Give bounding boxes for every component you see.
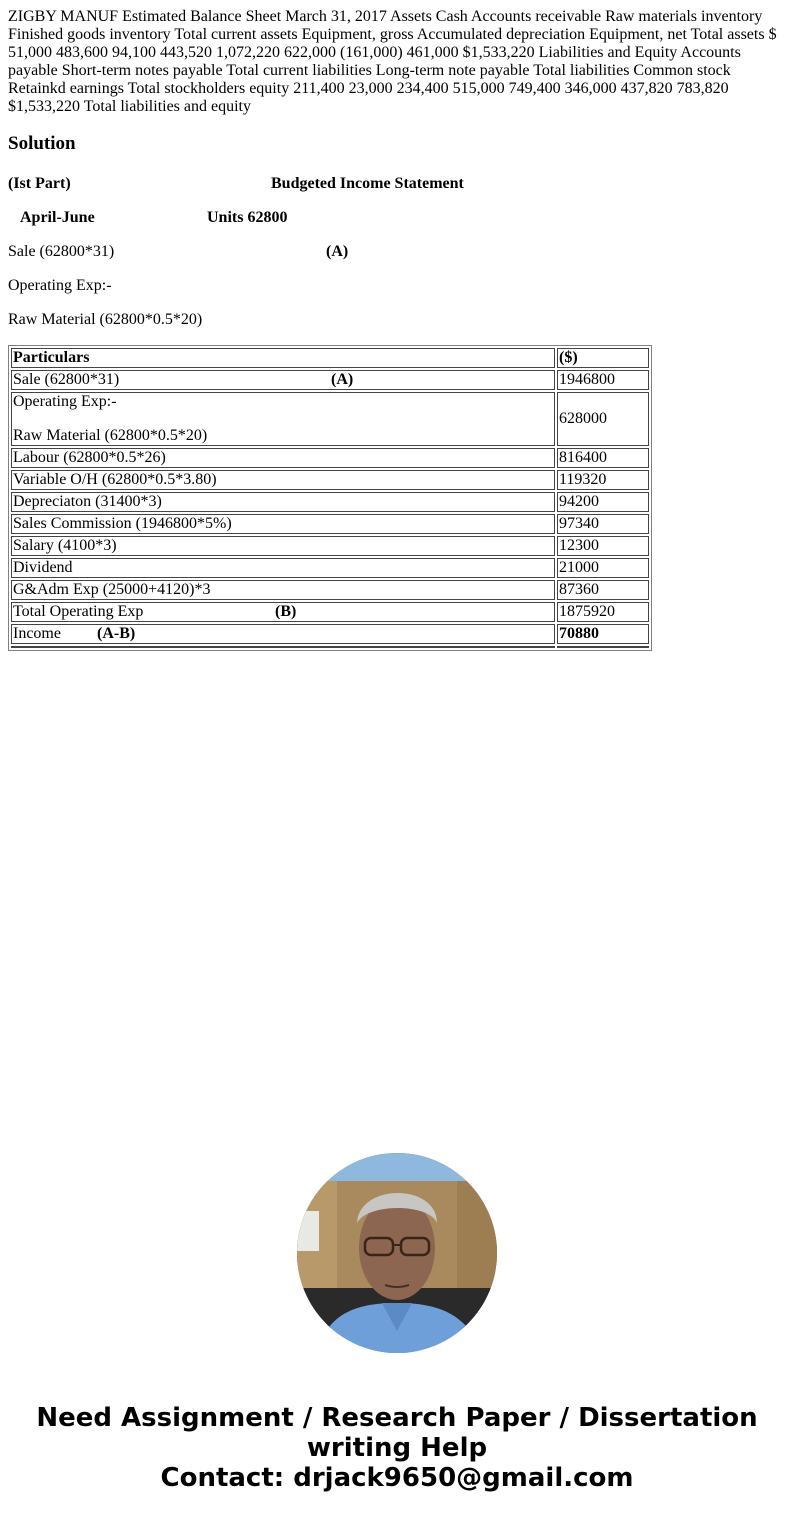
row-label-text: Total Operating Exp <box>13 603 144 620</box>
table-row <box>11 536 649 556</box>
empty-cell <box>557 646 649 648</box>
row-label-text: Income <box>13 625 61 642</box>
portrait-image <box>297 1153 497 1353</box>
promo-line-2: writing Help <box>306 1433 488 1463</box>
sale-tag: (A) <box>326 243 349 260</box>
operating-exp-line: Operating Exp:- <box>8 277 112 294</box>
row-tag: (A) <box>331 371 354 388</box>
period-label: April-June <box>20 209 95 226</box>
row-label: Variable O/H (62800*0.5*3.80) <box>11 470 555 490</box>
income-statement-table <box>8 345 652 651</box>
table-row <box>11 392 649 446</box>
table-row <box>11 448 649 468</box>
promo-banner <box>0 1403 794 1493</box>
table-row <box>11 558 649 578</box>
table-row-total <box>11 602 649 622</box>
row-label <box>11 624 555 644</box>
row-label: Dividend <box>11 558 555 578</box>
row-amount: 70880 <box>557 624 649 644</box>
table-row-empty <box>11 646 649 648</box>
row-amount: 21000 <box>557 558 649 578</box>
header-amount: ($) <box>557 348 649 368</box>
row-label: Sales Commission (1946800*5%) <box>11 514 555 534</box>
row-amount: 87360 <box>557 580 649 600</box>
row-label-text-2: Raw Material (62800*0.5*20) <box>13 427 208 444</box>
solution-heading: Solution <box>8 133 76 154</box>
statement-title: Budgeted Income Statement <box>271 175 464 192</box>
row-amount: 119320 <box>557 470 649 490</box>
table-row <box>11 580 649 600</box>
table-header-row <box>11 348 649 368</box>
row-tag: (B) <box>275 603 297 620</box>
table-row <box>11 370 649 390</box>
header-particulars: Particulars <box>11 348 555 368</box>
table-row <box>11 470 649 490</box>
promo-contact: Contact: drjack9650@gmail.com <box>160 1463 634 1493</box>
row-label <box>11 370 555 390</box>
row-amount: 1875920 <box>557 602 649 622</box>
row-tag: (A-B) <box>97 625 136 642</box>
row-label-text: Operating Exp:- <box>13 393 117 410</box>
raw-material-line: Raw Material (62800*0.5*20) <box>8 311 203 328</box>
row-amount: 1946800 <box>557 370 649 390</box>
table-row <box>11 514 649 534</box>
units-label: Units 62800 <box>207 209 288 226</box>
row-label <box>11 602 555 622</box>
avatar <box>297 1153 497 1353</box>
table-row <box>11 492 649 512</box>
row-amount: 628000 <box>557 392 649 446</box>
empty-cell <box>11 646 555 648</box>
row-amount: 816400 <box>557 448 649 468</box>
table-row-income <box>11 624 649 644</box>
row-label: G&Adm Exp (25000+4120)*3 <box>11 580 555 600</box>
row-label <box>11 392 555 446</box>
sale-line: Sale (62800*31) <box>8 243 115 260</box>
row-label: Salary (4100*3) <box>11 536 555 556</box>
row-amount: 94200 <box>557 492 649 512</box>
row-label-text: Sale (62800*31) <box>13 371 120 388</box>
part-label: (Ist Part) <box>8 175 71 192</box>
row-label: Labour (62800*0.5*26) <box>11 448 555 468</box>
promo-line-1: Need Assignment / Research Paper / Dissertation <box>36 1403 758 1433</box>
row-label: Depreciaton (31400*3) <box>11 492 555 512</box>
row-amount: 97340 <box>557 514 649 534</box>
problem-statement: ZIGBY MANUF Estimated Balance Sheet March 31, 2017 Assets Cash Accounts receivable Raw materials inventory Finished goods inventory Total current assets Equipment, gross Accumulated depreciation Equipment, net Total assets $ 51,000 483,600 94,100 443,520 1,072,220 622,000 (161,000) 461,000 $1,533,220 Liabilities and Equity Accounts payable Short-term notes payable Total current liabilities Long-term note payable Total liabilities Common stock Retainkd earnings Total stockholders equity 211,400 23,000 234,400 515,000 749,400 346,000 437,820 783,820 $1,533,220 Total liabilities and equity <box>8 8 777 115</box>
row-amount: 12300 <box>557 536 649 556</box>
